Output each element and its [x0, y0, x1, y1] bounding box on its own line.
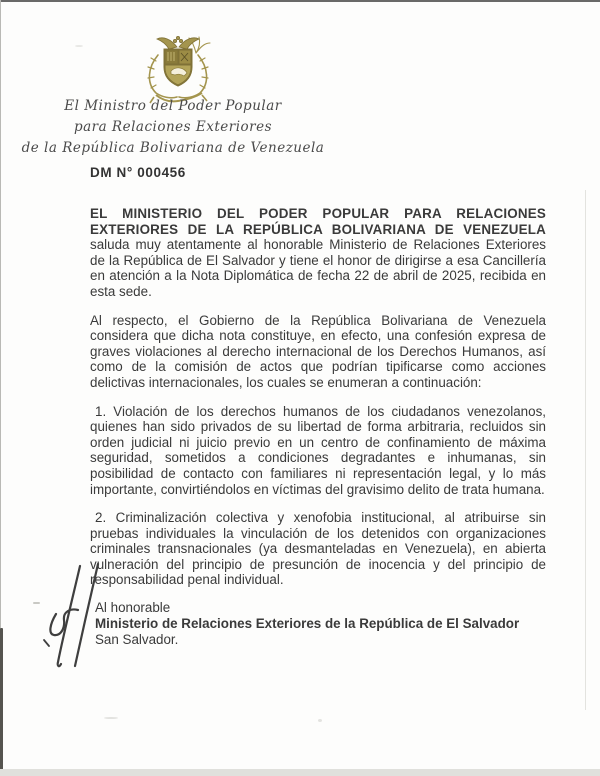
letter-body [90, 206, 546, 601]
scan-speck [318, 719, 322, 722]
address-addressee: Ministerio de Relaciones Exteriores de la República de El Salvador [95, 616, 520, 631]
scan-speck [104, 717, 118, 719]
letterhead-line-1: El Ministro del Poder Popular [64, 98, 282, 114]
address-city: San Salvador. [95, 632, 179, 647]
scan-edge-right [585, 190, 586, 710]
scan-edge-top [0, 0, 600, 2]
scan-edge-bottom [0, 769, 600, 776]
reference-number: DM N° 000456 [90, 165, 186, 180]
address-block [95, 600, 519, 648]
paragraph-salutation-rest: saluda muy atentamente al honorable Ministerio de Relaciones Exteriores de la República de El Salvador y tiene el honor de dirigirse a esa Cancillería en atención a la Nota Diplomática de fecha 22 de abril de 2025, recibida en esta sede. [90, 237, 546, 299]
numbered-item-1: 1. Violación de los derechos humanos de los ciudadanos venezolanos, quienes han sido privados de su libertad de forma arbitraria, recluidos sin orden judicial ni juicio previo en un centro de confinamiento de máxima seguridad, sometidos a condiciones degradantes e inhumanas, sin posibilidad de contacto con familiares ni representación legal, y lo más importante, convirtiéndolos en víctimas del gravisimo delito de trata humana. [90, 403, 546, 497]
numbered-item-2: 2. Criminalización colectiva y xenofobia institucional, al atribuirse sin pruebas individuales la vinculación de los detenidos con organizaciones criminales transnacionales (ya desmanteladas en Venezuela), en abierta vulneración del principio de presunción de inocencia y del principio de responsabilidad penal individual. [90, 510, 546, 588]
scan-edge-left-dark [0, 628, 3, 776]
scan-speck [75, 45, 83, 47]
paragraph-response: Al respecto, el Gobierno de la República Bolivariana de Venezuela considera que dicha nota constituye, en efecto, una confesión expresa de graves violaciones al derecho internacional de los Derechos Humanos, así como de la comisión de actos que podrían tipificarse como acciones delictivas internacionales, los cuales se enumeran a continuación: [90, 312, 546, 390]
letterhead-line-2: para Relaciones Exteriores [73, 119, 273, 135]
letterhead-line-3: de la República Bolivariana de Venezuela [21, 140, 325, 156]
paragraph-salutation [90, 206, 546, 300]
letterhead-script [8, 96, 338, 159]
sender-name-bold: EL MINISTERIO DEL PODER POPULAR PARA RELACIONES EXTERIORES DE LA REPÚBLICA BOLIVARIANA DE VENEZUELA [90, 206, 546, 237]
address-salutation: Al honorable [95, 600, 171, 615]
